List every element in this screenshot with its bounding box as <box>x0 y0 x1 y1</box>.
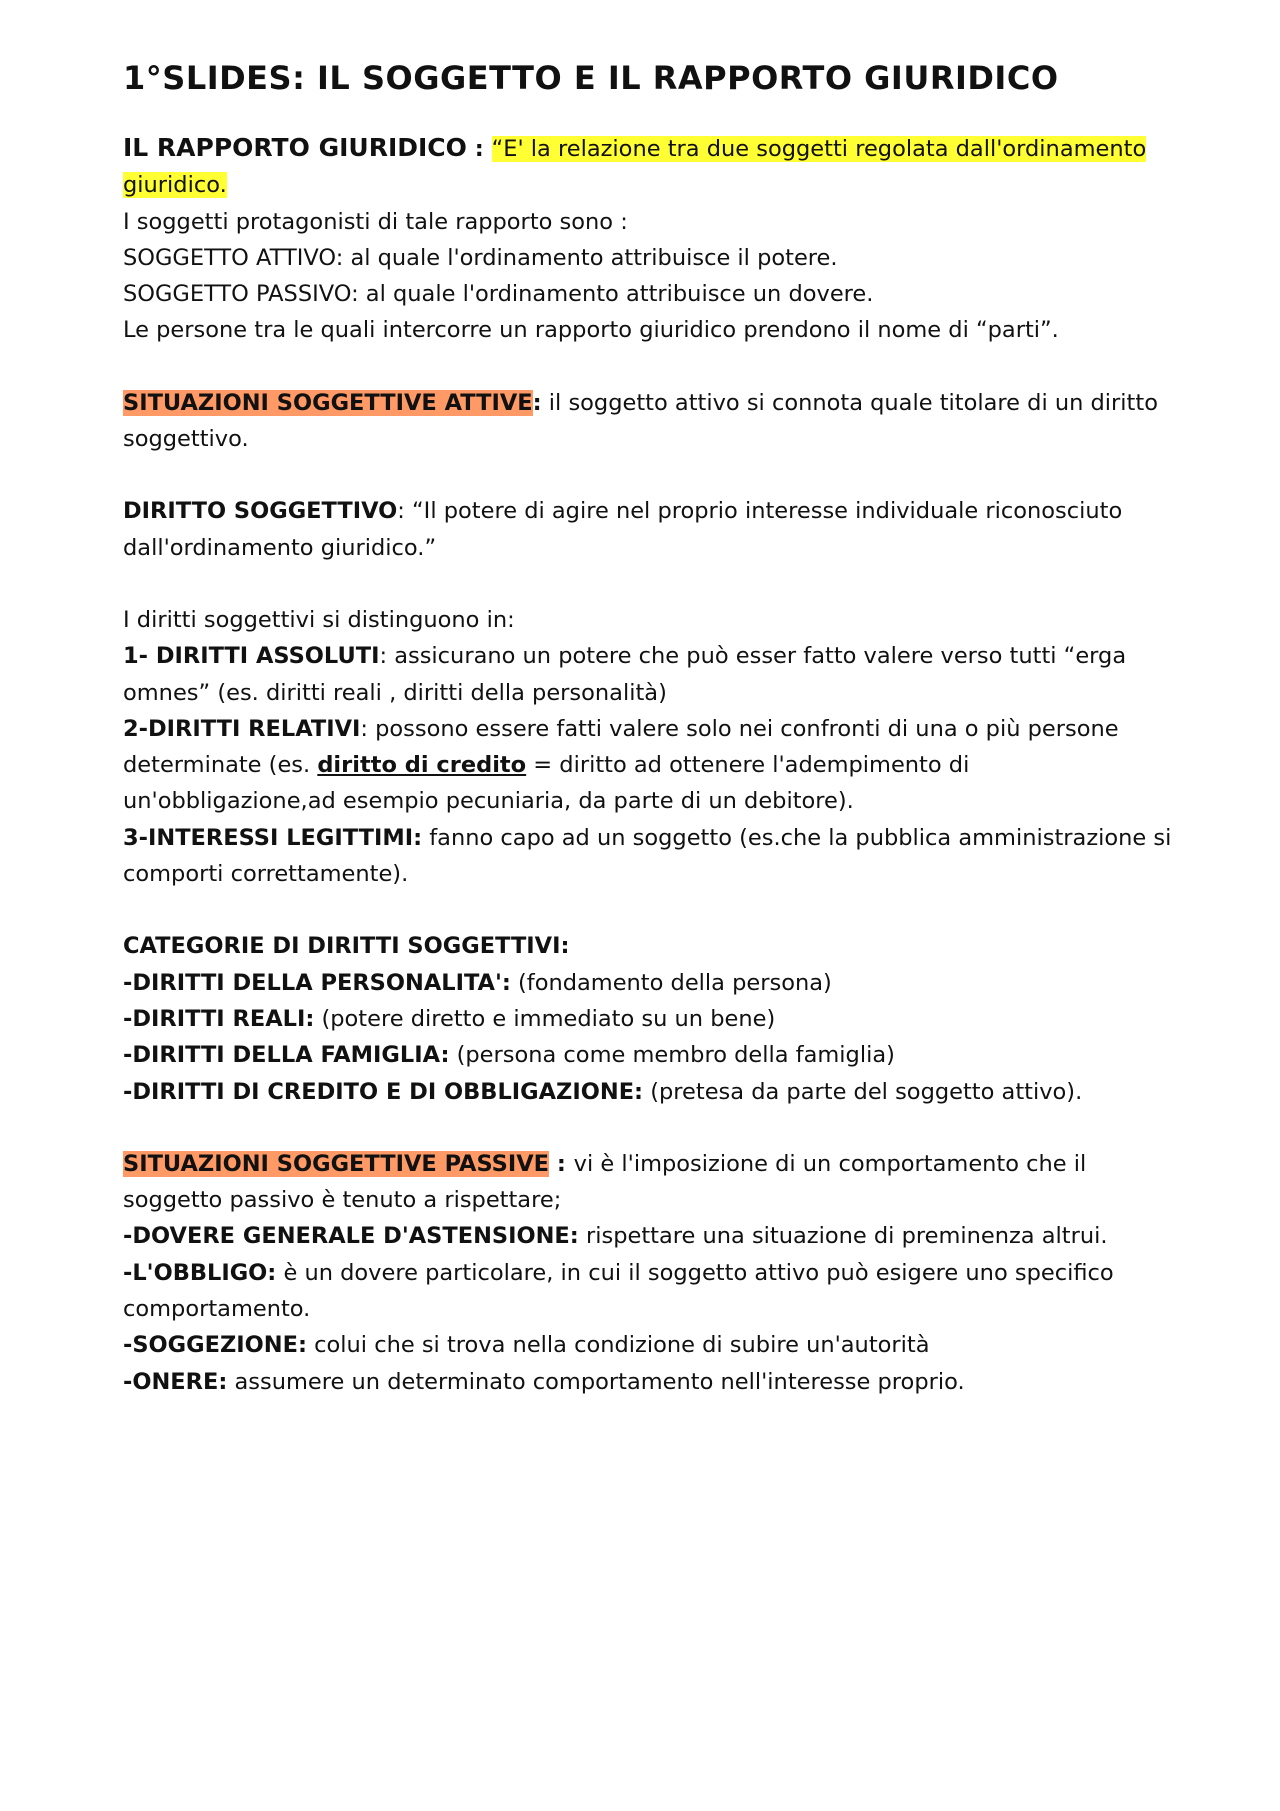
interessi-legittimi-label: 3-INTERESSI LEGITTIMI: <box>123 824 423 851</box>
passive-item-text: assumere un determinato comportamento nell'interesse proprio. <box>227 1368 965 1395</box>
rapporto-label: IL RAPPORTO GIURIDICO <box>123 133 467 162</box>
diritto-di-credito-term: diritto di credito <box>317 752 527 779</box>
categoria-label: -DIRITTI DELLA PERSONALITA': <box>123 969 511 996</box>
categoria-item <box>123 1074 1183 1110</box>
rapporto-line-2: SOGGETTO ATTIVO: al quale l'ordinamento attribuisce il potere. <box>123 244 838 271</box>
categoria-text: (fondamento della persona) <box>510 969 832 996</box>
categoria-text: (potere diretto e immediato su un bene) <box>314 1005 776 1032</box>
distinzione-intro: I diritti soggettivi si distinguono in: <box>123 606 515 633</box>
attive-label: SITUAZIONI SOGGETTIVE ATTIVE <box>123 389 533 416</box>
passive-section <box>123 1146 1183 1400</box>
categoria-label: -DIRITTI REALI: <box>123 1005 315 1032</box>
diritti-relativi-text-1: : possono essere fatti valere solo nei confronti di una o più persone determinate (es. <box>123 715 1119 779</box>
diritti-relativi-item <box>123 711 1183 820</box>
diritti-assoluti-item <box>123 638 1183 711</box>
interessi-legittimi-text: fanno capo ad un soggetto (es.che la pubblica amministrazione si comporti correttamente). <box>123 824 1172 888</box>
categoria-item <box>123 1037 1183 1073</box>
passive-item-label: -DOVERE GENERALE D'ASTENSIONE: <box>123 1223 579 1250</box>
rapporto-line-3: SOGGETTO PASSIVO: al quale l'ordinamento attribuisce un dovere. <box>123 281 874 308</box>
rapporto-line-4: Le persone tra le quali intercorre un rapporto giuridico prendono il nome di “parti”. <box>123 317 1059 344</box>
passive-item-label: -ONERE: <box>123 1368 228 1395</box>
categorie-heading: CATEGORIE DI DIRITTI SOGGETTIVI: <box>123 933 570 960</box>
document-page <box>123 50 1183 1400</box>
attive-text: il soggetto attivo si connota quale titolare di un diritto soggettivo. <box>123 389 1158 453</box>
distinzione-section <box>123 602 1183 892</box>
diritto-soggettivo-section <box>123 493 1183 566</box>
passive-item <box>123 1327 1183 1363</box>
categoria-label: -DIRITTI DELLA FAMIGLIA: <box>123 1042 450 1069</box>
passive-item-text: rispettare una situazione di preminenza altrui. <box>578 1223 1108 1250</box>
rapporto-sep: : <box>466 136 492 162</box>
attive-colon: : <box>532 389 542 416</box>
passive-item <box>123 1218 1183 1254</box>
categoria-item <box>123 965 1183 1001</box>
interessi-legittimi-item <box>123 820 1183 893</box>
diritto-soggettivo-label: DIRITTO SOGGETTIVO <box>123 498 398 525</box>
attive-section <box>123 385 1183 458</box>
passive-item-label: -L'OBBLIGO: <box>123 1259 277 1286</box>
passive-item <box>123 1255 1183 1328</box>
page-title: 1°SLIDES: IL SOGGETTO E IL RAPPORTO GIURIDICO <box>123 59 1059 97</box>
passive-item <box>123 1364 1183 1400</box>
rapporto-definition: “E' la relazione tra due soggetti regolata dall'ordinamento giuridico. <box>123 136 1147 199</box>
passive-text: vi è l'imposizione di un comportamento che il soggetto passivo è tenuto a rispettare; <box>123 1150 1087 1214</box>
categoria-text: (persona come membro della famiglia) <box>449 1042 895 1069</box>
diritti-assoluti-label: 1- DIRITTI ASSOLUTI <box>123 643 380 670</box>
diritto-soggettivo-text: : “Il potere di agire nel proprio interesse individuale riconosciuto dall'ordinamento giuridico.” <box>123 498 1123 561</box>
rapporto-section <box>123 130 1183 349</box>
rapporto-line-1: I soggetti protagonisti di tale rapporto sono : <box>123 208 628 235</box>
passive-sep: : <box>549 1150 574 1177</box>
passive-item-text: è un dovere particolare, in cui il soggetto attivo può esigere uno specifico comportamento. <box>123 1259 1114 1323</box>
categoria-label: -DIRITTI DI CREDITO E DI OBBLIGAZIONE: <box>123 1078 644 1105</box>
passive-label: SITUAZIONI SOGGETTIVE PASSIVE <box>123 1150 549 1177</box>
diritti-assoluti-text: : assicurano un potere che può esser fatto valere verso tutti “erga omnes” (es. diritti reali , diritti della personalità) <box>123 643 1127 706</box>
categoria-item <box>123 1001 1183 1037</box>
categorie-section <box>123 928 1183 1109</box>
categoria-text: (pretesa da parte del soggetto attivo). <box>643 1078 1083 1105</box>
passive-item-label: -SOGGEZIONE: <box>123 1332 307 1359</box>
diritti-relativi-label: 2-DIRITTI RELATIVI <box>123 715 361 742</box>
passive-item-text: colui che si trova nella condizione di subire un'autorità <box>307 1332 930 1359</box>
diritti-relativi-text-2: = diritto ad ottenere l'adempimento di un'obbligazione,ad esempio pecuniaria, da parte di un debitore). <box>123 752 970 815</box>
